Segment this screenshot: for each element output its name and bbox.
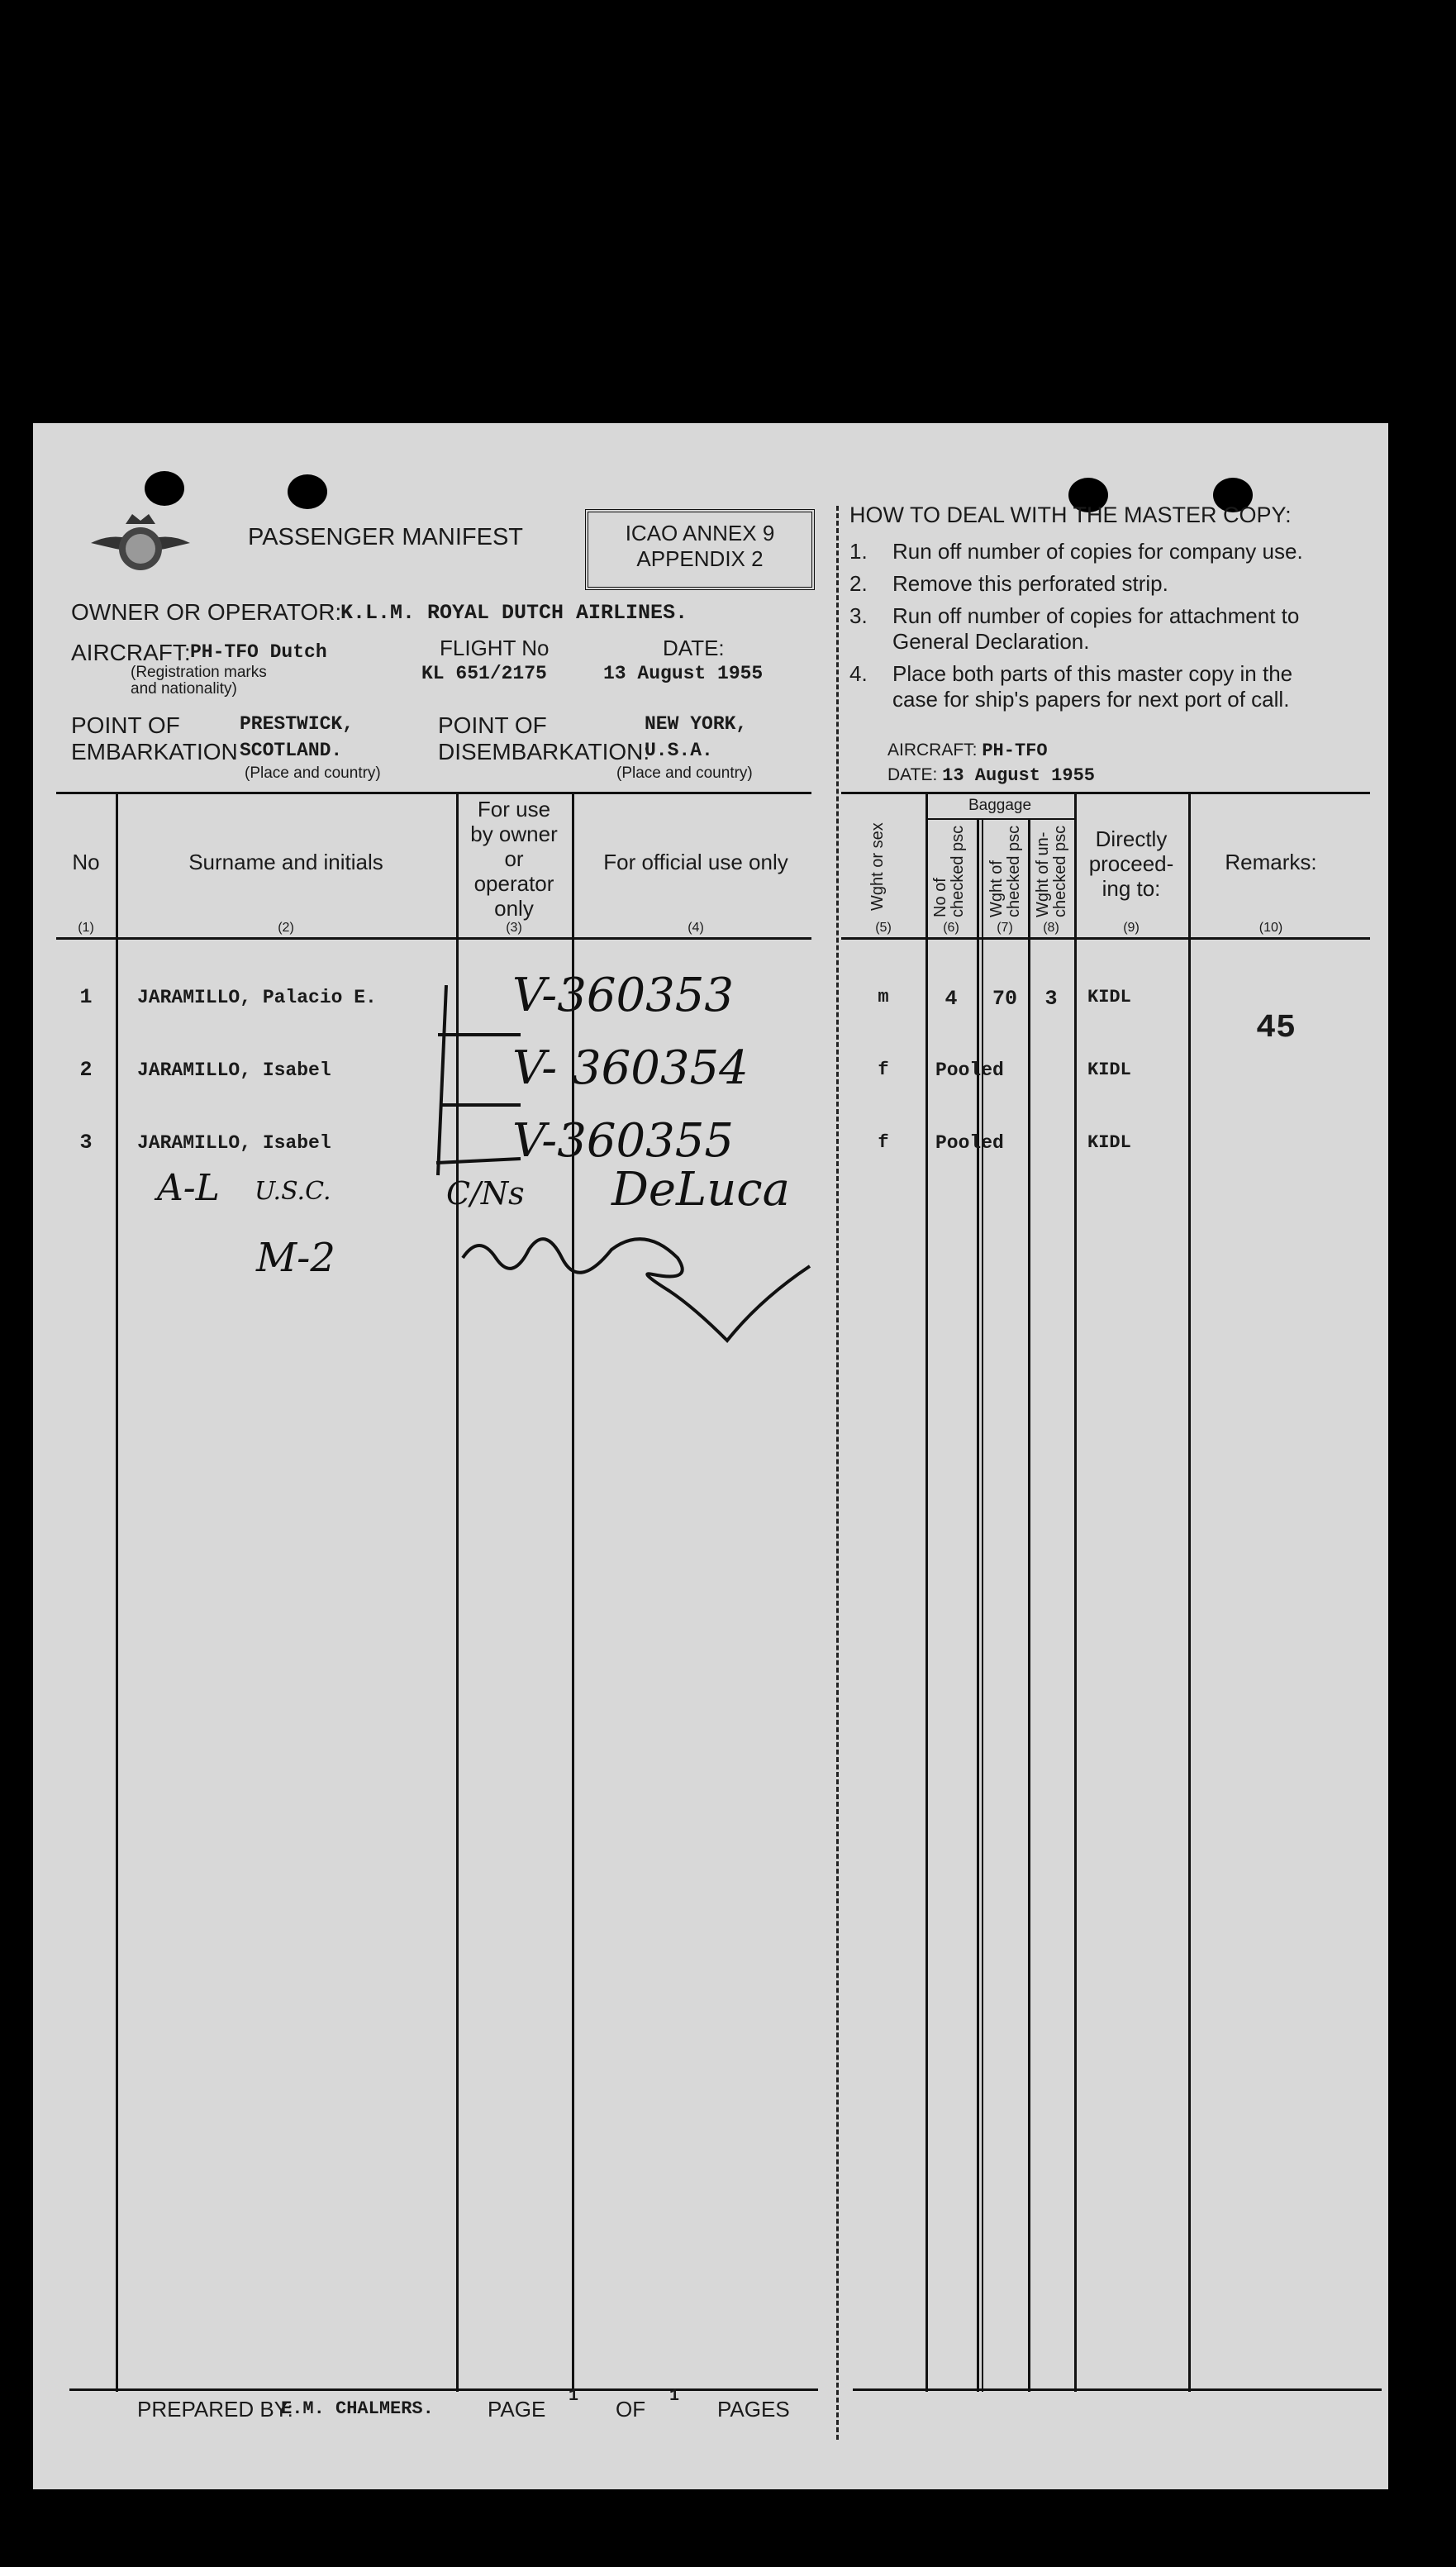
instruction-item [849,571,1362,597]
col-divider [1028,818,1030,2392]
col-header-remarks: Remarks: [1225,850,1317,874]
row-official: V- 360354 [512,1041,749,1095]
of-label: OF [616,2397,646,2422]
instr-date [887,765,1095,786]
col-header-line: Wght of un- [1034,831,1052,917]
instruction-num: 2. [849,571,868,596]
date-value: 13 August 1955 [603,663,764,684]
disembark-value-1: NEW YORK, [645,713,748,735]
col-number: (3) [506,921,522,935]
row-no: 2 [79,1058,93,1082]
col-header-owner-use-line: operator [473,871,554,896]
col-header-wght-sex: Wght or sex [868,822,887,911]
col-divider [977,818,979,2392]
instruction-text [892,661,1292,712]
instr-aircraft-value: PH-TFO [982,741,1048,761]
row-no: 1 [79,985,93,1009]
embark-note: (Place and country) [245,764,381,782]
row-sex: f [878,1132,889,1153]
instruction-item [849,661,1362,712]
disembark-value [645,711,747,764]
col-header-line: checked psc [949,825,967,917]
table-top-rule [841,792,1370,794]
instr-date-label: DATE: [887,765,938,784]
row-bags: Pooled [935,1132,1004,1154]
instr-date-value: 13 August 1955 [942,765,1095,786]
col-header-line: Directly [1095,826,1168,851]
row-name: JARAMILLO, Isabel [137,1060,331,1081]
manifest-sheet [33,423,1388,2489]
table-header-rule [841,937,1370,940]
col-number: (1) [78,921,94,935]
embark-label-2: EMBARKATION [71,739,238,764]
pages-label: PAGES [717,2397,790,2422]
klm-crown-logo-icon [83,506,198,580]
prepared-value: E.M. CHALMERS. [281,2398,434,2419]
perforation-line [836,506,839,2440]
instruction-text: Remove this perforated strip. [892,571,1168,596]
row-sex: f [878,1060,889,1080]
col-header-owner-use [456,797,572,921]
col-header-line: proceed- [1088,851,1174,876]
punch-hole [288,474,327,509]
handwritten-note: M-2 [256,1235,335,1281]
instruction-num: 1. [849,539,868,564]
col-header-surname: Surname and initials [188,850,383,874]
col-divider [116,792,118,2392]
embark-value-2: SCOTLAND. [240,740,343,761]
col-number: (5) [875,921,892,935]
instruction-text [892,603,1299,655]
aircraft-label: AIRCRAFT: [71,640,191,665]
disembark-value-2: U.S.A. [645,740,713,761]
flight-value: KL 651/2175 [421,663,547,684]
aircraft-note: and nationality) [131,680,237,698]
row-official: V-360353 [512,969,734,1022]
instruction-item [849,603,1362,655]
col-divider [1074,792,1077,2392]
instr-aircraft [887,741,1048,761]
handwritten-signature: DeLuca [611,1163,791,1217]
aircraft-value: PH-TFO Dutch [190,641,327,663]
col-header-line: Wght of [987,860,1006,917]
handwritten-note: C/Ns [446,1175,525,1212]
table-bottom-rule [69,2388,818,2391]
row-destination: KIDL [1087,1060,1131,1080]
instruction-line: Place both parts of this master copy in the [892,661,1293,686]
table-header-rule [56,937,811,940]
of-value: 1 [669,2387,680,2406]
col-header-wght-unchecked [1035,826,1069,917]
page-title: PASSENGER MANIFEST [248,524,524,550]
col-number: (8) [1043,921,1059,935]
icao-line2: APPENDIX 2 [636,546,764,571]
col-header-owner-use-line: or [504,846,524,871]
icao-line1: ICAO ANNEX 9 [625,521,775,545]
table-bottom-rule [853,2388,1382,2391]
embark-value-1: PRESTWICK, [240,713,354,735]
instruction-line: General Declaration. [892,629,1090,654]
col-number: (4) [688,921,704,935]
aircraft-note: (Registration marks [131,664,267,681]
instructions-list [849,539,1362,712]
col-header-wght-checked [988,826,1023,917]
table-top-rule [56,792,811,794]
instruction-num: 4. [849,661,868,686]
col-header-official: For official use only [603,850,788,874]
col-header-line: No of [931,878,949,917]
instruction-item [849,539,1362,564]
prepared-label: PREPARED BY: [137,2397,293,2422]
page-label: PAGE [488,2397,546,2422]
col-number: (2) [278,921,294,935]
col-divider [925,792,928,2392]
col-header-line: checked psc [1051,825,1069,917]
col-header-baggage: Baggage [968,797,1032,814]
col-header-directly [1074,826,1188,901]
icao-box [585,509,815,590]
embark-label-1: POINT OF [71,712,180,738]
row-destination: KIDL [1087,987,1131,1007]
col-number: (10) [1259,921,1283,935]
row-name: JARAMILLO, Isabel [137,1132,331,1154]
flight-label: FLIGHT No [440,636,550,660]
punch-hole [145,471,184,506]
col-divider [1188,792,1191,2392]
handwritten-note: A-L [157,1167,220,1209]
disembark-label-2: DISEMBARKATION: [438,739,650,764]
col-header-no-checked [932,826,967,917]
embark-value [240,711,354,764]
owner-label: OWNER OR OPERATOR: [71,599,342,625]
instruction-line: case for ship's papers for next port of call. [892,687,1290,712]
date-label: DATE: [663,636,725,660]
row-weight: 70 [992,987,1017,1011]
col-divider [572,792,574,2392]
row-destination: KIDL [1087,1132,1131,1153]
col-number: (7) [997,921,1013,935]
instruction-line: Run off number of copies for attachment to [892,603,1300,628]
handwritten-note: U.S.C. [255,1177,331,1206]
col-header-no: No [72,850,100,874]
disembark-label [438,712,649,765]
row-sex: m [878,987,889,1007]
instructions-heading: HOW TO DEAL WITH THE MASTER COPY: [849,502,1292,527]
col-header-owner-use-line: by owner [470,822,558,846]
remarks-value: 45 [1256,1010,1297,1047]
row-unchecked: 3 [1044,987,1058,1011]
col-divider [982,818,983,2392]
page-value: 1 [569,2387,579,2406]
baggage-rule [925,818,1076,820]
col-number: (6) [943,921,959,935]
instruction-num: 3. [849,603,868,628]
instr-aircraft-label: AIRCRAFT: [887,741,978,760]
bracket-stroke-icon [397,985,562,1200]
row-name: JARAMILLO, Palacio E. [137,987,377,1008]
handwritten-scribble-icon [446,1225,826,1365]
col-header-line: ing to: [1102,876,1161,901]
col-header-owner-use-line: only [494,896,534,921]
col-number: (9) [1123,921,1140,935]
row-bags: Pooled [935,1060,1004,1081]
col-header-line: checked psc [1005,825,1023,917]
embark-label [71,712,238,765]
owner-value: K.L.M. ROYAL DUTCH AIRLINES. [340,601,688,625]
row-bags: 4 [944,987,958,1011]
disembark-label-1: POINT OF [438,712,547,738]
row-no: 3 [79,1131,93,1155]
disembark-note: (Place and country) [616,764,753,782]
col-header-owner-use-line: For use [477,797,551,822]
row-official: V-360355 [512,1114,734,1168]
instruction-text: Run off number of copies for company use. [892,539,1303,564]
